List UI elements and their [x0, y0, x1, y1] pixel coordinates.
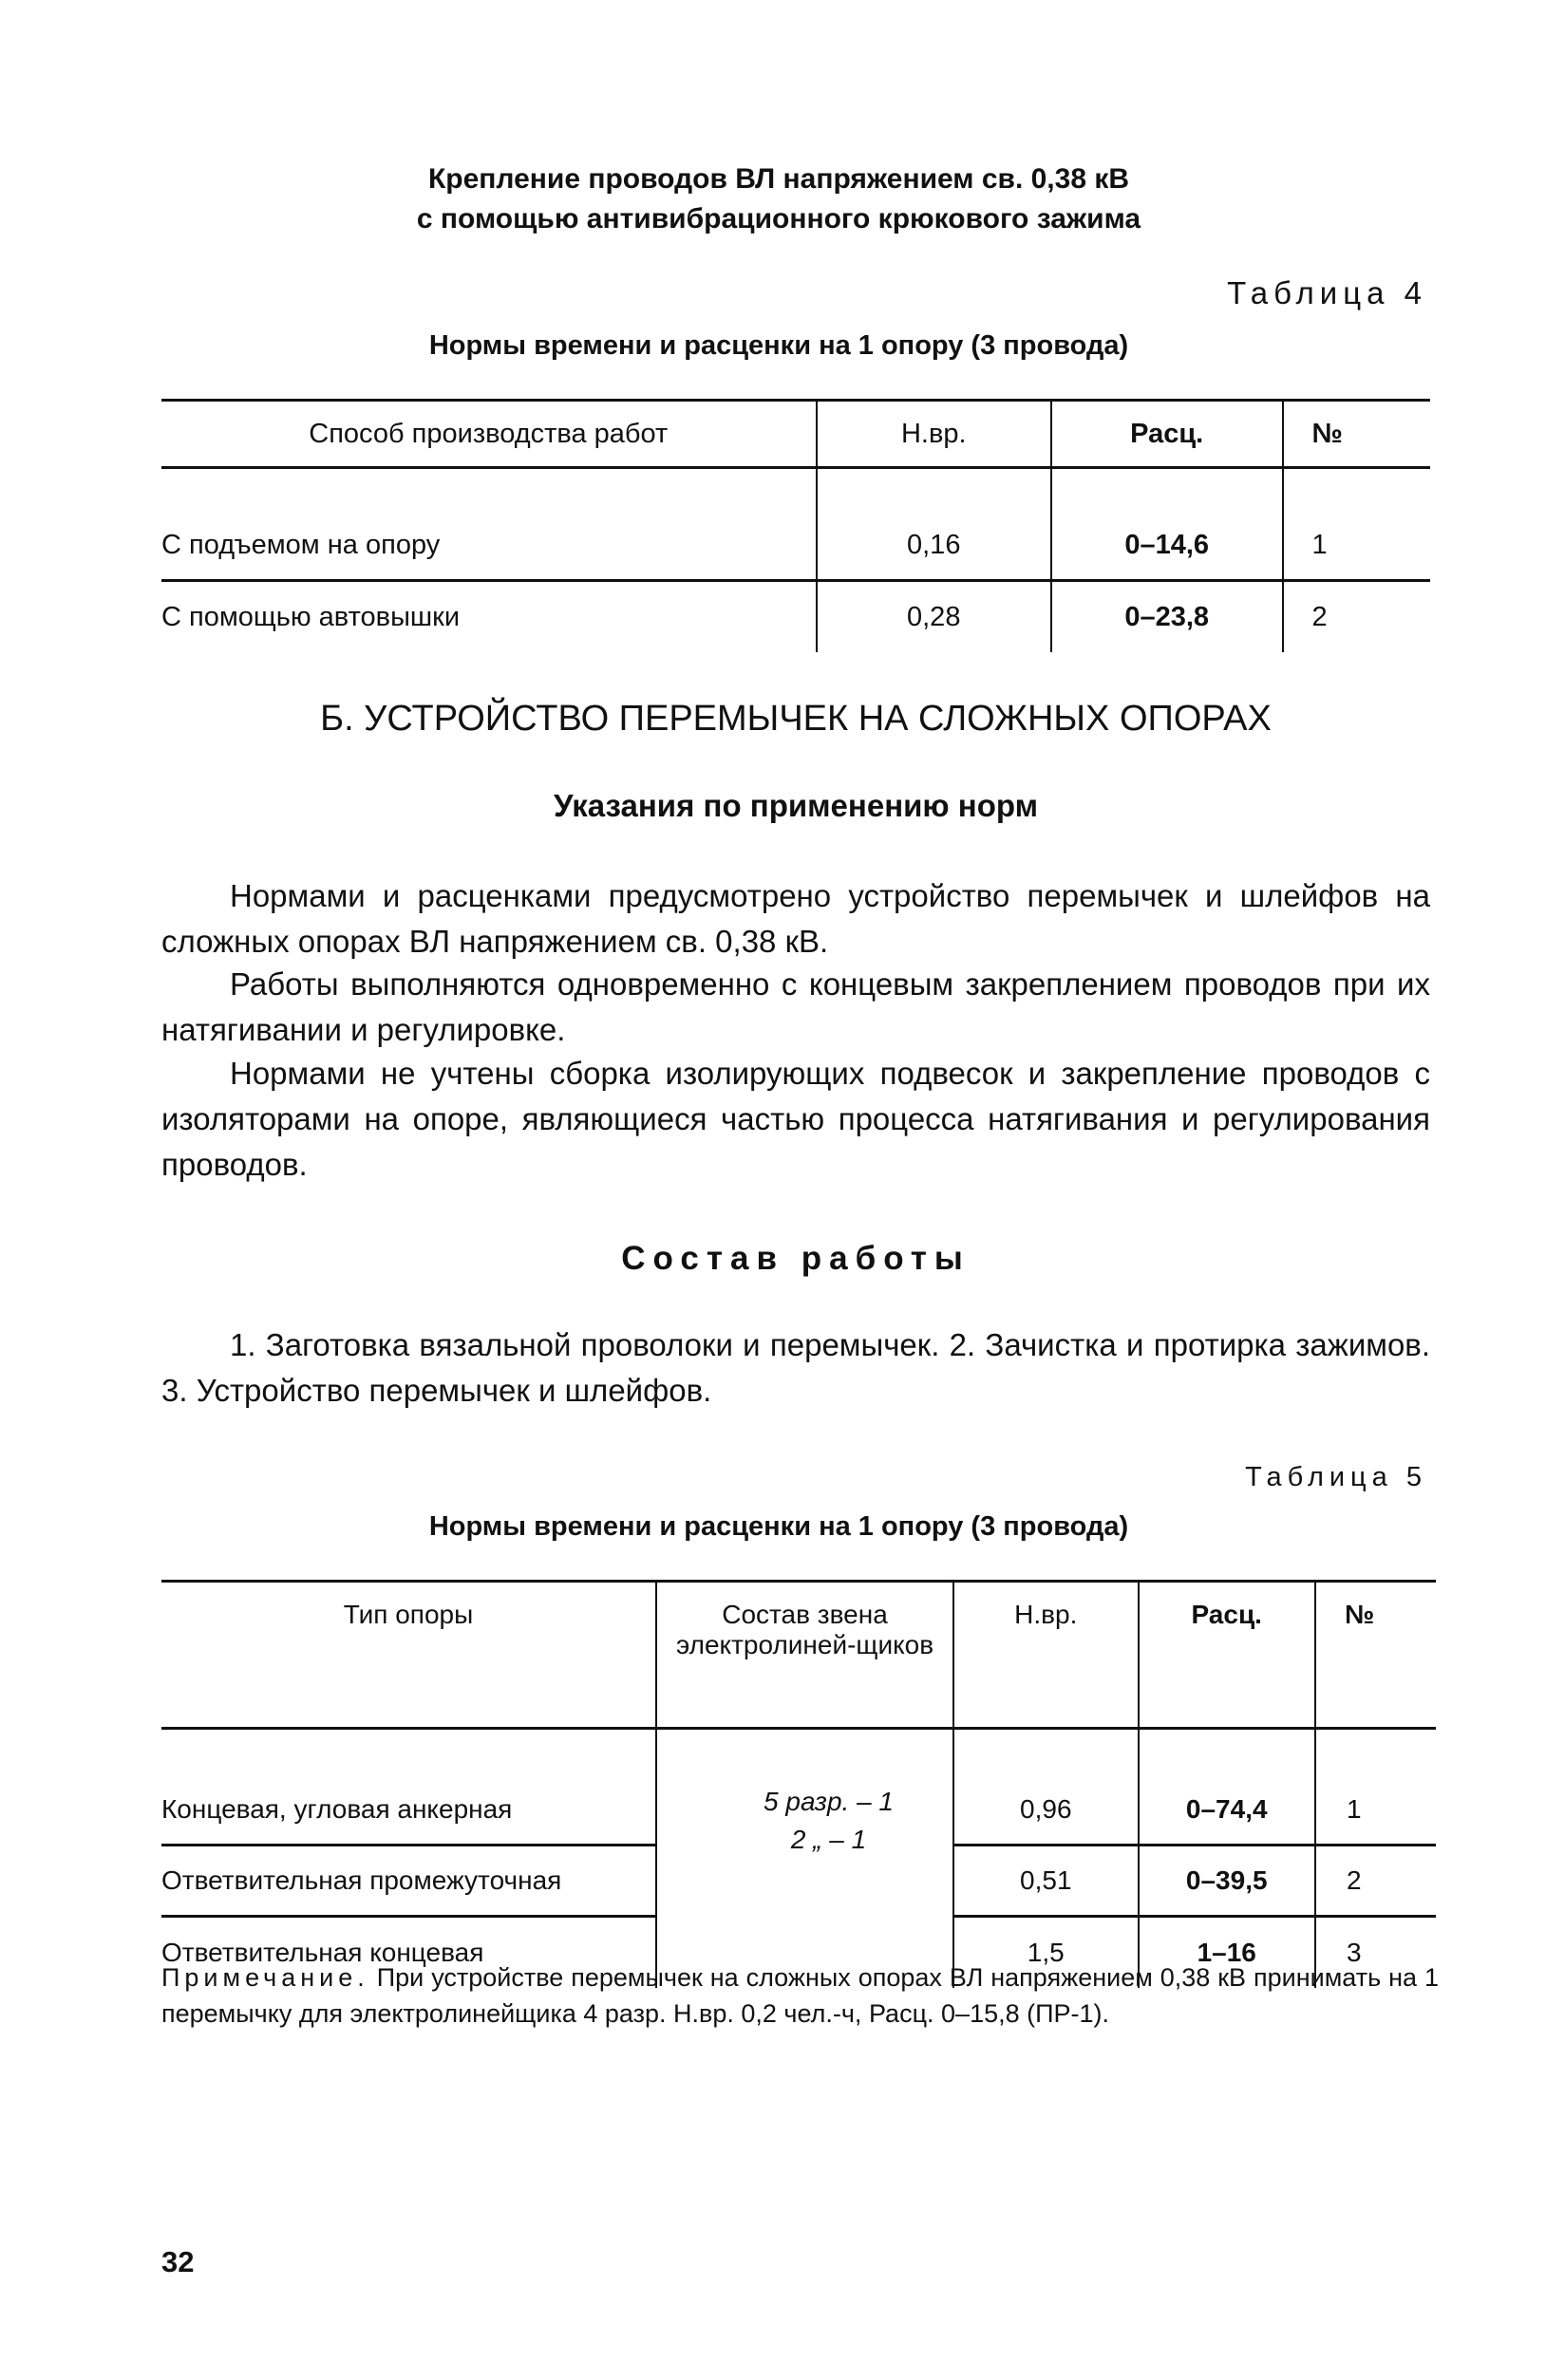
cell-nvr: 0,51 [953, 1846, 1138, 1917]
cell-rasc: 0–14,6 [1051, 511, 1283, 581]
column-header-method: Способ производства работ [161, 401, 817, 468]
column-header-rasc: Расц. [1051, 401, 1283, 468]
cell-crew [656, 1775, 953, 1988]
cell-rasc: 0–74,4 [1139, 1775, 1315, 1846]
cell-rasc: 1–16 [1139, 1917, 1315, 1989]
guidelines-heading: Указания по применению норм [554, 788, 1038, 823]
table5-label: Таблица 5 [1245, 1462, 1427, 1492]
paragraph: Работы выполняются одновременно с концевым закреплением проводов при их натягивании и регулировке. [161, 966, 1430, 1047]
cell-type: Ответвительная промежуточная [161, 1846, 656, 1917]
work-heading: Состав работы [621, 1240, 971, 1277]
table-row [161, 511, 1430, 581]
section-title-line2: с помощью антивибрационного крюкового зажима [416, 203, 1141, 234]
table5 [161, 1580, 1436, 1988]
section-title-line1: Крепление проводов ВЛ напряжением св. 0,38 кВ [427, 163, 1130, 195]
table5-caption: Нормы времени и расценки на 1 опору (3 провода) [428, 1511, 1129, 1542]
column-header-type: Тип опоры [161, 1582, 656, 1729]
table-row [161, 1775, 1436, 1846]
crew-line: 5 разр. – 1 [764, 1787, 894, 1816]
table4-label: Таблица 4 [1227, 275, 1427, 310]
column-header-nvr: Н.вр. [953, 1582, 1138, 1729]
note-text: При устройстве перемычек на сложных опорах ВЛ напряжением 0,38 кВ принимать на 1 перемычку для электролинейщика 4 разр. Н.вр. 0,2 чел.-ч, Расц. 0–15,8 (ПР-1). [161, 1963, 1439, 2028]
cell-nvr: 1,5 [953, 1917, 1138, 1989]
page-number: 32 [161, 2245, 195, 2278]
cell-num: 2 [1283, 581, 1430, 653]
cell-num: 1 [1315, 1775, 1436, 1846]
column-header-crew: Состав звена электролиней-щиков [656, 1582, 953, 1729]
cell-rasc: 0–23,8 [1051, 581, 1283, 653]
cell-method: С помощью автовышки [161, 601, 461, 632]
paragraph: Нормами и расценками предусмотрено устройство перемычек и шлейфов на сложных опорах ВЛ напряжением св. 0,38 кВ. [161, 878, 1430, 959]
table-header-row [161, 1582, 1436, 1729]
cell-num: 2 [1315, 1846, 1436, 1917]
column-header-num: № [1283, 401, 1430, 468]
note-heading: Примечание. [161, 1963, 369, 1992]
column-header-nvr: Н.вр. [817, 401, 1051, 468]
cell-nvr: 0,16 [817, 511, 1051, 581]
table-row [161, 581, 1430, 653]
paragraph: Нормами не учтены сборка изолирующих подвесок и закрепление проводов с изоляторами на опоре, являющиеся частью процесса натягивания и регулирования проводов. [161, 1056, 1430, 1182]
cell-nvr: 0,96 [953, 1775, 1138, 1846]
cell-num: 1 [1283, 511, 1430, 581]
table-note [161, 1959, 1439, 2032]
cell-nvr: 0,28 [817, 581, 1051, 653]
crew-line: 2 „ – 1 [790, 1825, 867, 1854]
column-header-rasc: Расц. [1139, 1582, 1315, 1729]
cell-method: С подъемом на опору [161, 511, 817, 581]
work-composition-text: 1. Заготовка вязальной проволоки и перемычек. 2. Зачистка и протирка зажимов. 3. Устройство перемычек и шлейфов. [161, 1327, 1430, 1408]
cell-type: Концевая, угловая анкерная [161, 1775, 656, 1846]
table4 [161, 399, 1430, 652]
section-b-title: Б. УСТРОЙСТВО ПЕРЕМЫЧЕК НА СЛОЖНЫХ ОПОРАХ [320, 699, 1272, 739]
cell-type: Ответвительная концевая [161, 1938, 484, 1967]
table4-caption: Нормы времени и расценки на 1 опору (3 провода) [428, 330, 1129, 361]
cell-num: 3 [1315, 1917, 1436, 1989]
column-header-num: № [1315, 1582, 1436, 1729]
cell-rasc: 0–39,5 [1139, 1846, 1315, 1917]
table-header-row [161, 401, 1430, 468]
